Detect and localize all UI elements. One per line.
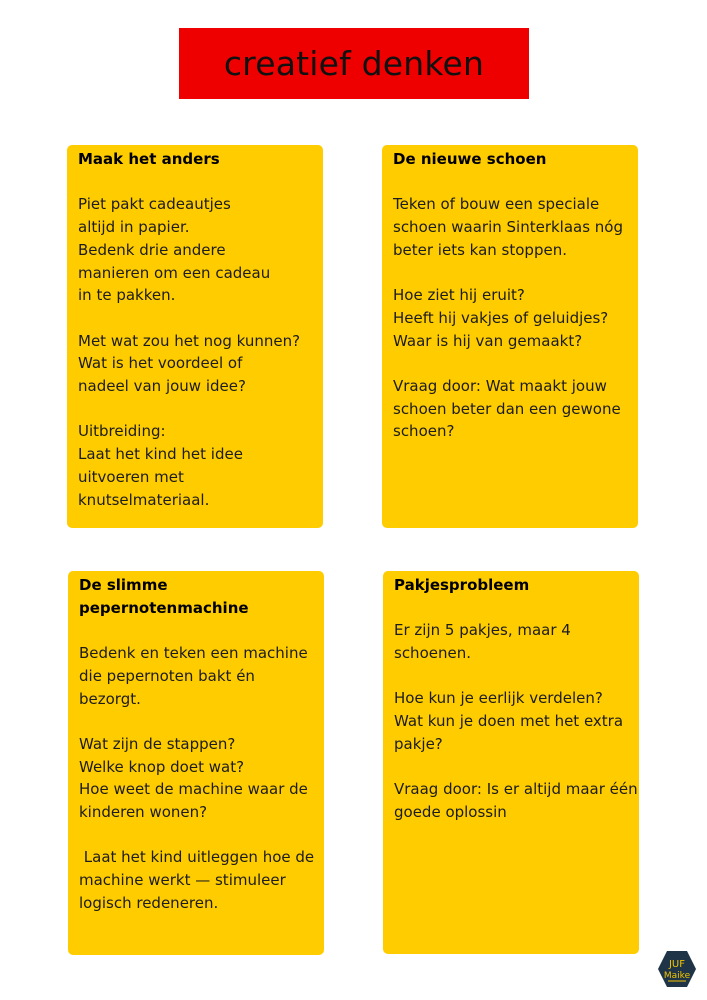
- card-paragraph: Teken of bouw een speciale schoen waarin Sinterklaas nóg beter iets kan stoppen.: [393, 195, 624, 259]
- card-paragraph: Wat zijn de stappen? Welke knop doet wat? Hoe weet de machine waar de kinderen wonen?: [79, 734, 308, 821]
- hexagon-logo-icon: [657, 950, 697, 988]
- card-paragraph: Hoe kun je eerlijk verdelen? Wat kun je doen met het extra pakje?: [394, 689, 624, 753]
- page-title: creatief denken: [223, 44, 485, 83]
- card-paragraph: Piet pakt cadeautjes altijd in papier. Bedenk drie andere manieren om een cadeau in te pakken.: [78, 195, 271, 305]
- page-title-banner: [179, 28, 529, 99]
- activity-card-pakjesprobleem: [383, 571, 639, 954]
- card-paragraph: Laat het kind uitleggen hoe de machine werkt — stimuleer logisch redeneren.: [79, 848, 315, 912]
- card-title: Maak het anders: [78, 150, 220, 168]
- card-paragraph: Bedenk en teken een machine die pepernoten bakt én bezorgt.: [79, 644, 308, 708]
- card-title: De nieuwe schoen: [393, 150, 547, 168]
- card-paragraph: Vraag door: Is er altijd maar één goede oplossin: [394, 780, 638, 821]
- card-title: De slimme pepernotenmachine: [79, 576, 249, 617]
- card-paragraph: Uitbreiding: Laat het kind het idee uitvoeren met knutselmateriaal.: [78, 422, 243, 509]
- activity-card-pepernotenmachine: [68, 571, 324, 955]
- card-title: Pakjesprobleem: [394, 576, 530, 594]
- activity-card-maak-het-anders: [67, 145, 323, 528]
- card-paragraph: Er zijn 5 pakjes, maar 4 schoenen.: [394, 621, 571, 663]
- juf-maike-logo: [657, 950, 697, 988]
- svg-text:JUF: JUF: [668, 959, 686, 970]
- card-paragraph: Vraag door: Wat maakt jouw schoen beter dan een gewone schoen?: [393, 376, 621, 441]
- svg-text:Maike: Maike: [663, 971, 691, 981]
- card-paragraph: Met wat zou het nog kunnen? Wat is het voordeel of nadeel van jouw idee?: [78, 331, 301, 395]
- activity-card-de-nieuwe-schoen: [382, 145, 638, 528]
- card-paragraph: Hoe ziet hij eruit? Heeft hij vakjes of geluidjes? Waar is hij van gemaakt?: [393, 286, 609, 350]
